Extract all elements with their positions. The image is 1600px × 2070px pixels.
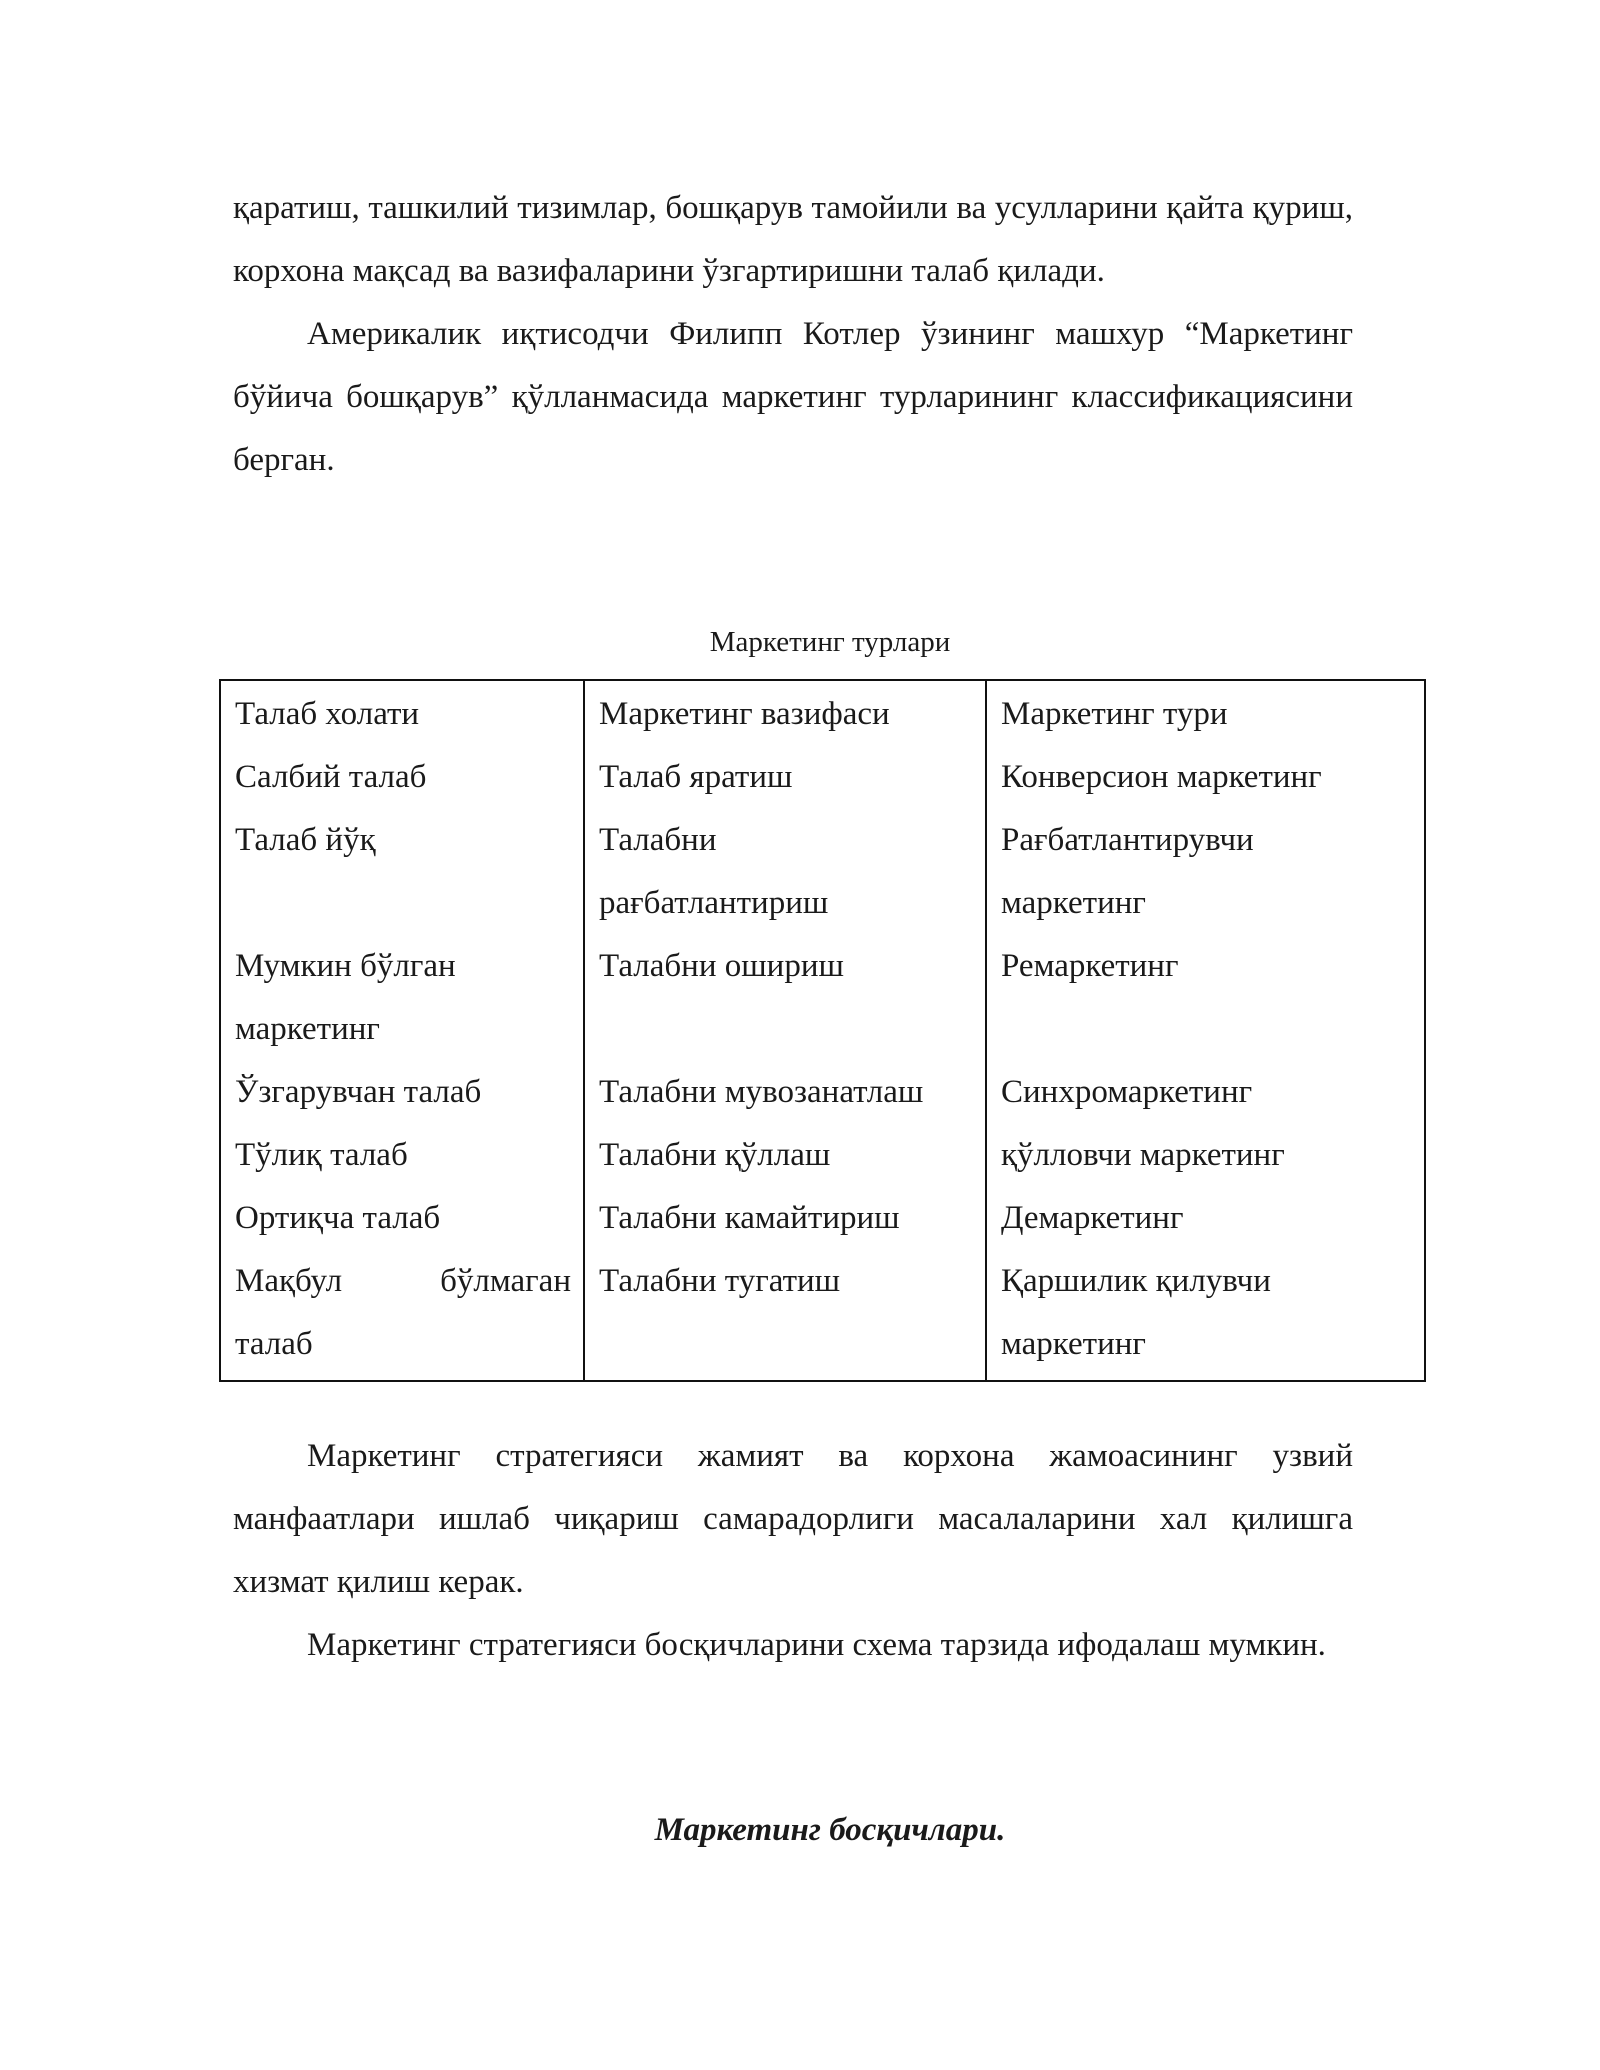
marketing-task-column xyxy=(584,680,986,1381)
cell-demand-state: Мумкин бўлган xyxy=(235,948,456,984)
intro-text xyxy=(233,177,1353,492)
cell-marketing-task: Талабни xyxy=(599,822,717,858)
cell-marketing-task: Талабни ошириш xyxy=(599,948,844,984)
cell-marketing-type: маркетинг xyxy=(1001,1326,1146,1362)
cell-demand-state: Тўлиқ талаб xyxy=(235,1137,408,1173)
column-header-marketing-task: Маркетинг вазифаси xyxy=(599,696,890,732)
cell-spacer xyxy=(599,998,973,1061)
cell-demand-state: маркетинг xyxy=(235,1011,380,1047)
cell-demand-state: Ортиқча талаб xyxy=(235,1200,441,1236)
cell-demand-state: талаб xyxy=(235,1326,313,1362)
column-header-marketing-type: Маркетинг тури xyxy=(1001,696,1228,732)
cell-marketing-type: Ремаркетинг xyxy=(1001,948,1179,984)
cell-marketing-type: Конверсион маркетинг xyxy=(1001,759,1322,795)
marketing-type-column xyxy=(986,680,1425,1381)
outro-text xyxy=(233,1425,1353,1677)
cell-marketing-type: Рағбатлантирувчи xyxy=(1001,822,1254,858)
cell-marketing-task: Талаб яратиш xyxy=(599,759,793,795)
cell-marketing-task: Талабни тугатиш xyxy=(599,1263,841,1299)
column-header-demand-state: Талаб холати xyxy=(235,696,420,732)
cell-demand-state: Салбий талаб xyxy=(235,759,427,795)
cell-demand-state: Талаб йўқ xyxy=(235,822,376,858)
marketing-types-table xyxy=(219,679,1426,1382)
demand-state-column xyxy=(220,680,584,1381)
cell-spacer xyxy=(1001,998,1412,1061)
intro-paragraph-2: Америкалик иқтисодчи Филипп Котлер ўзининг машхур “Маркетинг бўйича бошқарув” қўлланмасида маркетинг турларининг классификациясини берган. xyxy=(233,316,1353,478)
cell-marketing-type: Қаршилик қилувчи xyxy=(1001,1263,1271,1299)
cell-marketing-type: маркетинг xyxy=(1001,885,1146,921)
cell-spacer xyxy=(235,872,571,935)
cell-marketing-type: Синхромаркетинг xyxy=(1001,1074,1253,1110)
cell-marketing-task: Талабни қўллаш xyxy=(599,1137,831,1173)
cell-spacer xyxy=(599,1313,973,1376)
cell-marketing-task: рағбатлантириш xyxy=(599,885,829,921)
table-row xyxy=(220,680,1425,1381)
outro-paragraph-2: Маркетинг стратегияси босқичларини схема тарзида ифодалаш мумкин. xyxy=(307,1627,1326,1663)
outro-paragraph-1: Маркетинг стратегияси жамият ва корхона жамоасининг узвий манфаатлари ишлаб чиқариш самарадорлиги масалаларини хал қилишга хизмат қилиш керак. xyxy=(233,1438,1353,1600)
cell-demand-state: Мақбул бўлмаган xyxy=(235,1263,571,1299)
cell-demand-state: Ўзгарувчан талаб xyxy=(235,1074,482,1110)
cell-marketing-type: қўлловчи маркетинг xyxy=(1001,1137,1285,1173)
table-caption: Маркетинг турлари xyxy=(709,626,951,658)
intro-paragraph-1: қаратиш, ташкилий тизимлар, бошқарув тамойили ва усулларини қайта қуриш, корхона мақсад ва вазифаларини ўзгартиришни талаб қилади. xyxy=(233,190,1353,289)
cell-marketing-type: Демаркетинг xyxy=(1001,1200,1184,1236)
cell-marketing-task: Талабни мувозанатлаш xyxy=(599,1074,924,1110)
section-heading: Маркетинг босқичлари. xyxy=(654,1812,1006,1848)
cell-marketing-task: Талабни камайтириш xyxy=(599,1200,900,1236)
